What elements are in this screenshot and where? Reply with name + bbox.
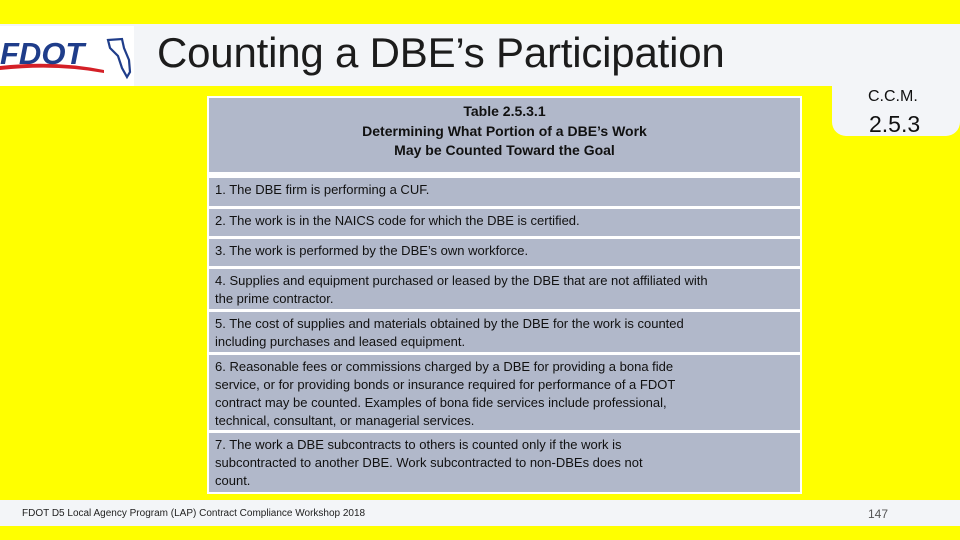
dbe-work-table: [207, 96, 802, 494]
ccm-label: C.C.M.: [868, 88, 918, 105]
table-row: 2. The work is in the NAICS code for which the DBE is certified.: [209, 209, 800, 236]
table-title-line2: May be Counted Toward the Goal: [394, 142, 615, 158]
table-title-line1: Determining What Portion of a DBE’s Work: [362, 122, 647, 139]
ccm-section-number: 2.5.3: [869, 111, 921, 137]
table-heading: [209, 98, 800, 172]
svg-text:FDOT: FDOT: [0, 36, 85, 71]
footer-text: FDOT D5 Local Agency Program (LAP) Contract Compliance Workshop 2018: [22, 508, 366, 519]
table-row: 5. The cost of supplies and materials obtained by the DBE for the work is counted including purchases and leased equipment.: [209, 312, 800, 352]
table-row: 1. The DBE firm is performing a CUF.: [209, 178, 800, 206]
table-row: 7. The work a DBE subcontracts to others is counted only if the work is subcontracted to another DBE. Work subcontracted to non-DBEs does not count.: [209, 433, 800, 492]
table-row: 4. Supplies and equipment purchased or leased by the DBE that are not affiliated with the prime contractor.: [209, 269, 800, 309]
table-row: 3. The work is performed by the DBE’s own workforce.: [209, 239, 800, 266]
table-number: Table 2.5.3.1: [463, 103, 546, 119]
page-title: Counting a DBE’s Participation: [157, 29, 725, 76]
fdot-logo: [0, 26, 134, 86]
table-row: 6. Reasonable fees or commissions charged by a DBE for providing a bona fide service, or for providing bonds or insurance required for performance of a FDOT contract may be counted. Examples of bona fide services include professional, technical, consultant, or managerial services.: [209, 355, 800, 430]
page-number: 147: [868, 507, 889, 521]
